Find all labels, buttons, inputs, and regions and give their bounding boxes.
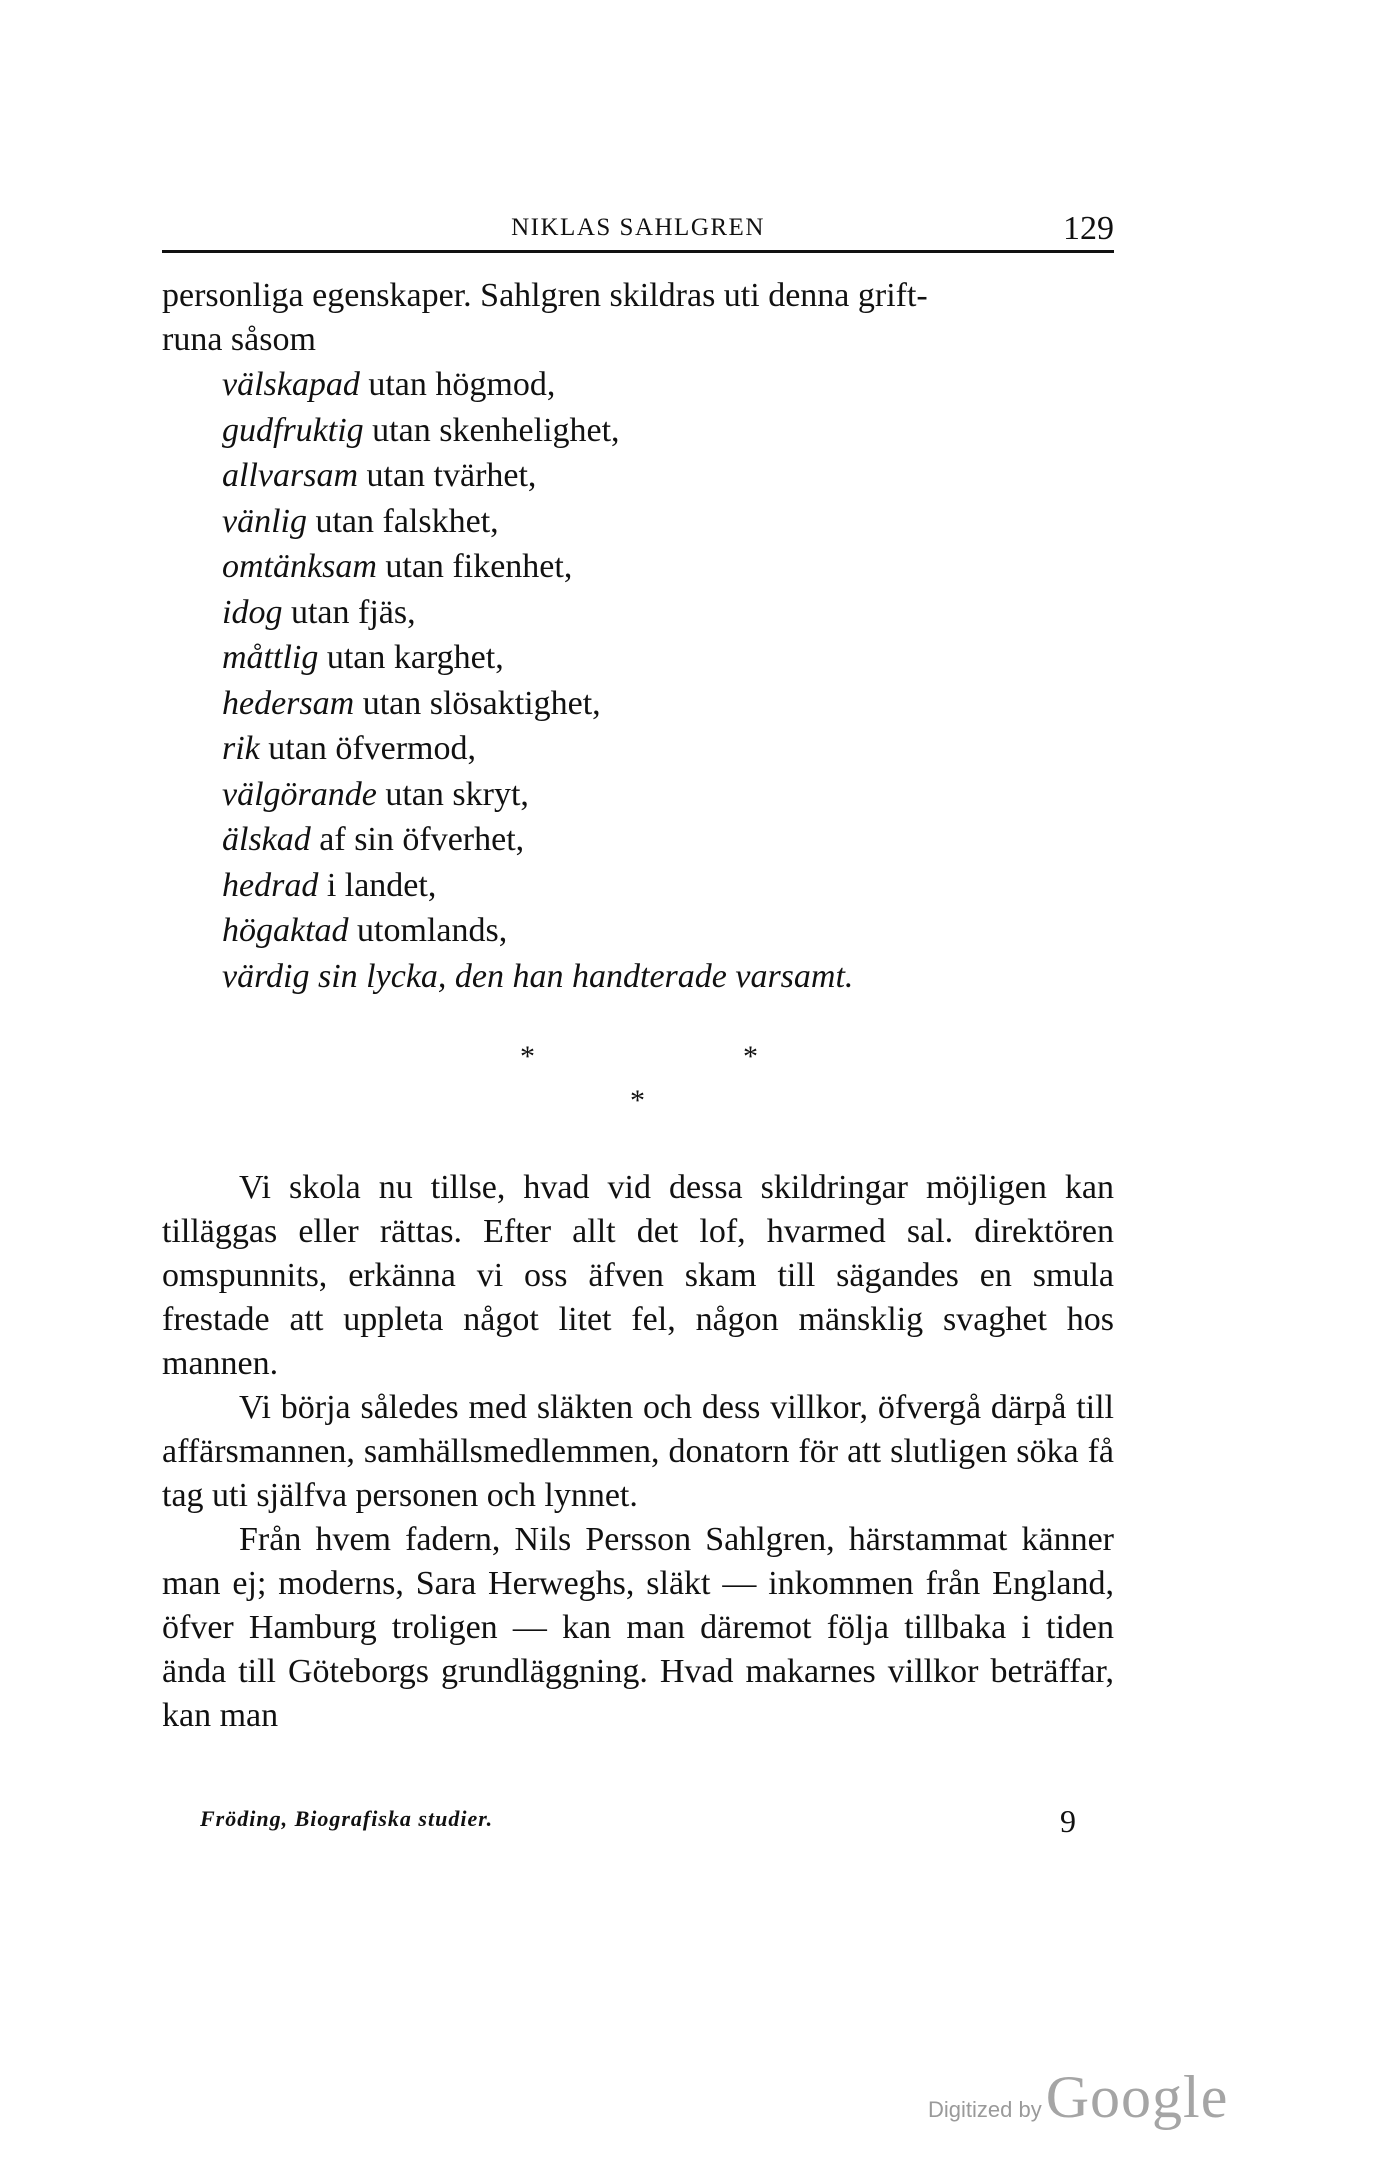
verse-line <box>222 408 1122 454</box>
asterisk: * <box>630 1084 645 1117</box>
body-text <box>162 1166 1114 1738</box>
verse-line <box>222 772 1122 818</box>
verse-rest: i landet, <box>318 866 437 904</box>
verse-rest: utan fjäs, <box>282 593 416 631</box>
verse-line <box>222 499 1122 545</box>
verse-keyword: rik <box>222 730 260 767</box>
page-number: 129 <box>1063 210 1114 247</box>
verse-line <box>222 453 1122 499</box>
verse-rest: af sin öfverhet, <box>310 821 525 858</box>
verse-keyword: omtänksam <box>222 548 377 585</box>
asterisk: * <box>520 1040 535 1073</box>
verse-line <box>222 681 1122 727</box>
verse-keyword: värdig sin lycka, den han handterade varsamt. <box>222 957 854 995</box>
verse-line <box>222 726 1122 772</box>
verse-rest: utan skryt, <box>376 775 529 813</box>
intro-line: personliga egenskaper. Sahlgren skildras uti denna grift- <box>162 277 928 314</box>
verse-line <box>222 362 1122 408</box>
footer-source: Fröding, Biografiska studier. <box>200 1806 494 1831</box>
verse-keyword: hedersam <box>222 684 355 722</box>
verse-keyword: välgörande <box>222 775 377 813</box>
asterisk: * <box>743 1040 758 1073</box>
running-header <box>162 210 1114 253</box>
verse-rest: utan skenhelighet, <box>363 411 620 449</box>
verse-line <box>222 908 1122 954</box>
signature-mark: 9 <box>1060 1803 1076 1839</box>
verse-keyword: idog <box>222 593 283 631</box>
verse-keyword: måttlig <box>222 639 319 676</box>
verse-keyword: älskad <box>222 821 311 858</box>
paragraph: Vi skola nu tillse, hvad vid dessa skildringar möjligen kan tilläggas eller rättas. Efter allt det lof, hvarmed sal. direktören omspunnits, erkänna vi oss äfven skam till sägandes en smula frestade att uppleta något litet fel, någon mänsklig svaghet hos mannen. <box>162 1169 1114 1382</box>
verse-line <box>222 544 1122 590</box>
verse-line <box>222 817 1122 863</box>
intro-text <box>162 274 1114 362</box>
verse-rest: utan karghet, <box>318 639 504 676</box>
verse-keyword: gudfruktig <box>222 411 364 449</box>
verse-rest: utan tvärhet, <box>358 457 537 494</box>
intro-line: runa såsom <box>162 321 316 358</box>
verse-rest: utan slösaktighet, <box>354 684 601 722</box>
verse-keyword: allvarsam <box>222 457 358 494</box>
verse-line <box>222 954 1122 1000</box>
verse-keyword: välskapad <box>222 366 360 403</box>
verse-keyword: vänlig <box>222 502 307 540</box>
google-logo: Google <box>1045 2064 1229 2130</box>
digitized-watermark <box>928 2063 1228 2132</box>
running-title: NIKLAS SAHLGREN <box>511 214 765 241</box>
verse-rest: utan fikenhet, <box>376 548 573 585</box>
verse-rest: utomlands, <box>348 912 508 949</box>
verse-rest: utan öfvermod, <box>259 730 476 767</box>
verse-rest: utan högmod, <box>359 366 556 403</box>
verse-keyword: hedrad <box>222 866 319 904</box>
verse-line <box>222 590 1122 636</box>
verse-line <box>222 863 1122 909</box>
verse-line <box>222 635 1122 681</box>
verse-keyword: högaktad <box>222 912 349 949</box>
watermark-caption: Digitized by <box>928 2097 1042 2122</box>
verse-rest: utan falskhet, <box>306 502 499 540</box>
paragraph: Vi börja således med släkten och dess villkor, öfvergå därpå till affärsmannen, samhällsmedlemmen, donatorn för att slutligen söka få tag uti själfva personen och lynnet. <box>162 1389 1114 1514</box>
paragraph: Från hvem fadern, Nils Persson Sahlgren, härstammat känner man ej; moderns, Sara Herweghs, släkt — inkommen från England, öfver Hamburg troligen — kan man däremot följa tillbaka i tiden ända till Göteborgs grundläggning. Hvad makarnes villkor beträffar, kan man <box>162 1521 1114 1734</box>
section-separator <box>0 1040 1400 1130</box>
epitaph-verse <box>222 362 1122 999</box>
